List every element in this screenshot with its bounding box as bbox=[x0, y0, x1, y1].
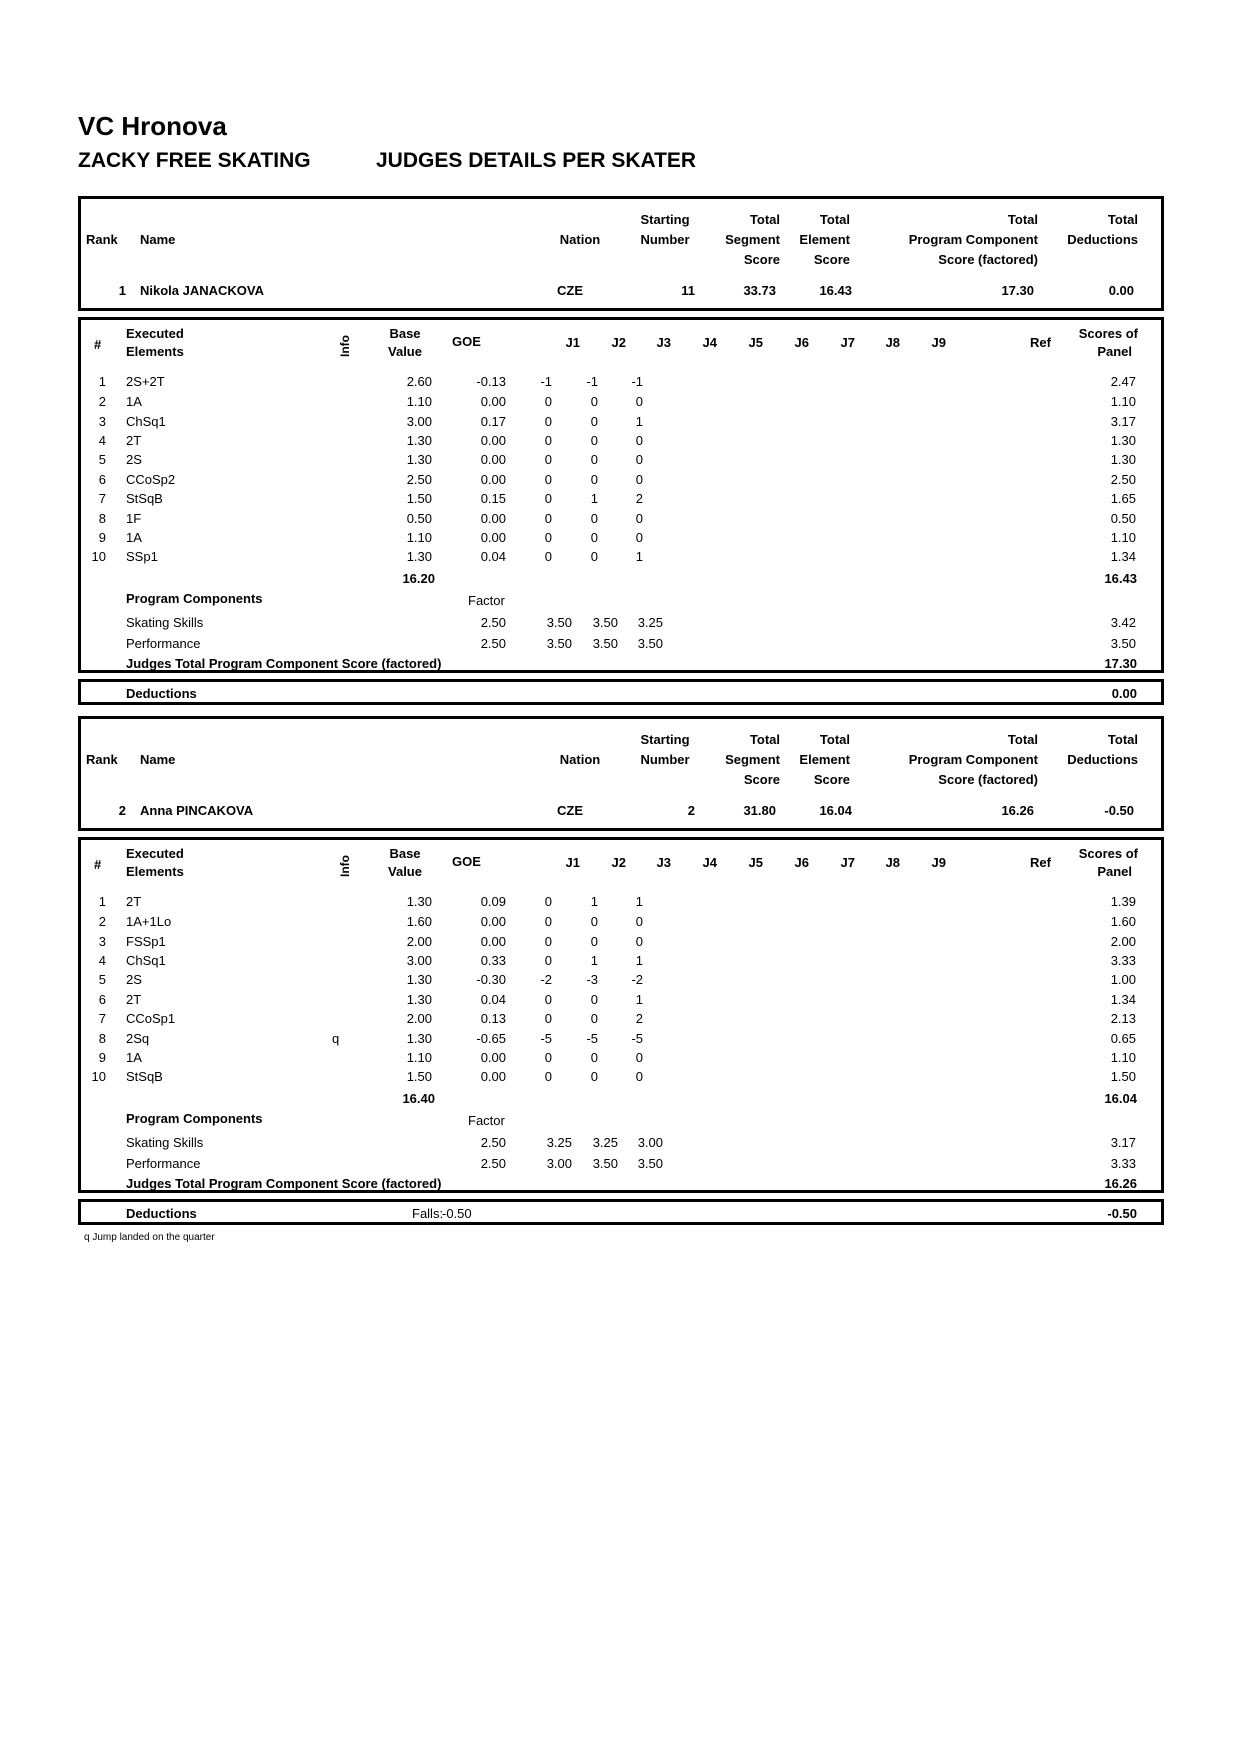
element-number: 9 bbox=[98, 530, 106, 545]
element-j3: -2 bbox=[631, 972, 643, 987]
col-j7-label: J7 bbox=[840, 855, 855, 870]
element-code: 2Sq bbox=[126, 1031, 150, 1046]
component-name: Performance bbox=[126, 1156, 201, 1171]
col-tes-label-2: Element bbox=[799, 752, 850, 767]
component-factor: 2.50 bbox=[480, 1156, 506, 1171]
element-j3: 0 bbox=[635, 433, 643, 448]
judges-total-label: Judges Total Program Component Score (factored) bbox=[126, 656, 442, 671]
component-panel-score: 3.50 bbox=[1110, 636, 1136, 651]
element-code: CCoSp2 bbox=[126, 472, 176, 487]
skater-start-number: 2 bbox=[687, 803, 695, 818]
element-j2: -3 bbox=[586, 972, 598, 987]
element-number: 1 bbox=[98, 374, 106, 389]
element-panel-score: 1.39 bbox=[1110, 894, 1136, 909]
element-base-value: 2.00 bbox=[406, 934, 432, 949]
col-tes-label-3: Score bbox=[813, 772, 850, 787]
factor-label: Factor bbox=[468, 1113, 505, 1128]
element-code: 2S bbox=[126, 452, 142, 467]
component-name: Skating Skills bbox=[126, 1135, 204, 1150]
element-j2: 0 bbox=[590, 549, 598, 564]
element-base-value: 1.10 bbox=[406, 1050, 432, 1065]
element-goe: 0.33 bbox=[480, 953, 506, 968]
element-base-value: 2.60 bbox=[406, 374, 432, 389]
element-j2: -5 bbox=[586, 1031, 598, 1046]
element-j2: 1 bbox=[590, 953, 598, 968]
skater-tes: 16.04 bbox=[819, 803, 852, 818]
col-rank-label: Rank bbox=[86, 752, 118, 767]
col-tes-label-3: Score bbox=[813, 252, 850, 267]
col-goe-label: GOE bbox=[452, 854, 481, 869]
element-j1: 0 bbox=[544, 394, 552, 409]
col-value-label: Value bbox=[388, 864, 422, 879]
element-base-value: 1.30 bbox=[406, 992, 432, 1007]
col-j9-label: J9 bbox=[931, 335, 946, 350]
element-base-value: 1.30 bbox=[406, 972, 432, 987]
element-j3: 1 bbox=[635, 414, 643, 429]
element-j1: 0 bbox=[544, 549, 552, 564]
element-j3: -1 bbox=[631, 374, 643, 389]
col-tss-label-2: Segment bbox=[725, 232, 780, 247]
col-executed-label: Executed bbox=[126, 846, 184, 861]
element-j2: 0 bbox=[590, 1050, 598, 1065]
element-number: 7 bbox=[98, 491, 106, 506]
report-title: JUDGES DETAILS PER SKATER bbox=[376, 149, 697, 172]
element-code: 1A+1Lo bbox=[126, 914, 172, 929]
element-base-value: 1.10 bbox=[406, 394, 432, 409]
col-tes-label-1: Total bbox=[819, 212, 850, 227]
col-j4-label: J4 bbox=[702, 855, 717, 870]
element-j1: 0 bbox=[544, 472, 552, 487]
element-code: ChSq1 bbox=[126, 953, 166, 968]
element-j3: 0 bbox=[635, 511, 643, 526]
col-nation-label: Nation bbox=[559, 232, 601, 247]
col-scores-label-2: Panel bbox=[1097, 344, 1132, 359]
element-number: 10 bbox=[91, 549, 106, 564]
element-panel-score: 3.33 bbox=[1110, 953, 1136, 968]
element-j3: 0 bbox=[635, 1069, 643, 1084]
element-goe: 0.09 bbox=[480, 894, 506, 909]
element-code: StSqB bbox=[126, 1069, 163, 1084]
col-ref-label: Ref bbox=[1030, 335, 1051, 350]
component-j2: 3.50 bbox=[592, 636, 618, 651]
element-panel-score: 1.34 bbox=[1110, 549, 1136, 564]
skater-tes: 16.43 bbox=[819, 283, 852, 298]
element-number: 1 bbox=[98, 894, 106, 909]
element-j3: 0 bbox=[635, 452, 643, 467]
element-number: 8 bbox=[98, 1031, 106, 1046]
element-base-value: 1.30 bbox=[406, 1031, 432, 1046]
element-j1: 0 bbox=[544, 511, 552, 526]
component-factor: 2.50 bbox=[480, 615, 506, 630]
base-value-total: 16.20 bbox=[402, 571, 435, 586]
col-j7-label: J7 bbox=[840, 335, 855, 350]
skater-tss: 31.80 bbox=[743, 803, 776, 818]
segment-title: ZACKY FREE SKATING bbox=[78, 149, 311, 172]
col-nation-label: Nation bbox=[559, 752, 601, 767]
factor-label: Factor bbox=[468, 593, 505, 608]
col-j3-label: J3 bbox=[656, 335, 671, 350]
component-panel-score: 3.17 bbox=[1110, 1135, 1136, 1150]
col-j3-label: J3 bbox=[656, 855, 671, 870]
element-goe: 0.15 bbox=[480, 491, 506, 506]
col-ded-label-2: Deductions bbox=[1067, 232, 1138, 247]
element-base-value: 1.30 bbox=[406, 549, 432, 564]
element-goe: 0.00 bbox=[480, 452, 506, 467]
col-ded-label-1: Total bbox=[1107, 212, 1138, 227]
element-j1: 0 bbox=[544, 1011, 552, 1026]
component-j2: 3.25 bbox=[592, 1135, 618, 1150]
element-number: 5 bbox=[98, 972, 106, 987]
deductions-label: Deductions bbox=[126, 1206, 197, 1221]
element-panel-score: 1.65 bbox=[1110, 491, 1136, 506]
component-j3: 3.50 bbox=[637, 636, 663, 651]
element-goe: 0.00 bbox=[480, 394, 506, 409]
element-goe: 0.00 bbox=[480, 511, 506, 526]
element-panel-score: 1.34 bbox=[1110, 992, 1136, 1007]
element-score-total: 16.43 bbox=[1104, 571, 1137, 586]
element-j1: 0 bbox=[544, 530, 552, 545]
component-j2: 3.50 bbox=[592, 615, 618, 630]
element-j3: 0 bbox=[635, 914, 643, 929]
element-number: 7 bbox=[98, 1011, 106, 1026]
col-base-label: Base bbox=[389, 326, 421, 341]
element-code: 2S bbox=[126, 972, 142, 987]
element-panel-score: 0.50 bbox=[1110, 511, 1136, 526]
element-number: 8 bbox=[98, 511, 106, 526]
col-tss-label-2: Segment bbox=[725, 752, 780, 767]
element-j2: 0 bbox=[590, 414, 598, 429]
col-j2-label: J2 bbox=[611, 855, 626, 870]
element-j2: 0 bbox=[590, 992, 598, 1007]
element-base-value: 1.10 bbox=[406, 530, 432, 545]
col-pcs-label-1: Total bbox=[1007, 212, 1038, 227]
col-name-label: Name bbox=[140, 232, 176, 247]
component-j2: 3.50 bbox=[592, 1156, 618, 1171]
skater-name: Nikola JANACKOVA bbox=[140, 283, 265, 298]
col-j8-label: J8 bbox=[885, 855, 900, 870]
element-base-value: 0.50 bbox=[406, 511, 432, 526]
skater-name: Anna PINCAKOVA bbox=[140, 803, 254, 818]
element-number: 3 bbox=[98, 934, 106, 949]
element-panel-score: 1.30 bbox=[1110, 433, 1136, 448]
skater-tss: 33.73 bbox=[743, 283, 776, 298]
element-number: 4 bbox=[98, 433, 106, 448]
component-j3: 3.00 bbox=[637, 1135, 663, 1150]
component-name: Performance bbox=[126, 636, 201, 651]
element-j2: 0 bbox=[590, 472, 598, 487]
col-pcs-label-1: Total bbox=[1007, 732, 1038, 747]
element-number: 2 bbox=[98, 914, 106, 929]
component-j1: 3.00 bbox=[546, 1156, 572, 1171]
element-j3: 0 bbox=[635, 394, 643, 409]
col-j6-label: J6 bbox=[794, 855, 809, 870]
col-info-label: Info bbox=[338, 335, 352, 357]
skater-rank: 1 bbox=[118, 283, 126, 298]
element-panel-score: 0.65 bbox=[1110, 1031, 1136, 1046]
element-j3: 0 bbox=[635, 530, 643, 545]
skater-nation: CZE bbox=[557, 803, 583, 818]
skater-deductions: 0.00 bbox=[1108, 283, 1134, 298]
element-base-value: 1.50 bbox=[406, 1069, 432, 1084]
element-goe: -0.13 bbox=[476, 374, 506, 389]
element-j3: 0 bbox=[635, 1050, 643, 1065]
col-value-label: Value bbox=[388, 344, 422, 359]
pcs-total: 16.26 bbox=[1104, 1176, 1137, 1191]
element-goe: 0.00 bbox=[480, 1050, 506, 1065]
col-rank-label: Rank bbox=[86, 232, 118, 247]
element-panel-score: 2.13 bbox=[1110, 1011, 1136, 1026]
col-j1-label: J1 bbox=[565, 335, 580, 350]
col-executed-label: Executed bbox=[126, 326, 184, 341]
element-code: FSSp1 bbox=[126, 934, 166, 949]
deductions-total: 0.00 bbox=[1111, 686, 1137, 701]
skater-nation: CZE bbox=[557, 283, 583, 298]
col-tes-label-1: Total bbox=[819, 732, 850, 747]
element-j1: 0 bbox=[544, 1050, 552, 1065]
component-factor: 2.50 bbox=[480, 636, 506, 651]
element-base-value: 2.50 bbox=[406, 472, 432, 487]
judges-total-label: Judges Total Program Component Score (factored) bbox=[126, 1176, 442, 1191]
col-pcs-label-3: Score (factored) bbox=[938, 252, 1038, 267]
element-number: 6 bbox=[98, 472, 106, 487]
element-base-value: 1.50 bbox=[406, 491, 432, 506]
skater-deductions: -0.50 bbox=[1104, 803, 1134, 818]
element-j3: -5 bbox=[631, 1031, 643, 1046]
col-tss-label-1: Total bbox=[749, 732, 780, 747]
col-elements-label: Elements bbox=[126, 864, 184, 879]
element-goe: 0.17 bbox=[480, 414, 506, 429]
element-j1: 0 bbox=[544, 491, 552, 506]
col-number-label: Number bbox=[640, 232, 690, 247]
element-j1: 0 bbox=[544, 914, 552, 929]
element-j2: 0 bbox=[590, 914, 598, 929]
element-j1: -5 bbox=[540, 1031, 552, 1046]
col-scores-label-1: Scores of bbox=[1078, 326, 1138, 341]
element-j1: -1 bbox=[540, 374, 552, 389]
element-panel-score: 1.00 bbox=[1110, 972, 1136, 987]
element-goe: 0.04 bbox=[480, 992, 506, 1007]
deductions-type: Falls: bbox=[412, 1206, 444, 1221]
col-j1-label: J1 bbox=[565, 855, 580, 870]
element-goe: 0.00 bbox=[480, 934, 506, 949]
col-tss-label-3: Score bbox=[743, 772, 780, 787]
deductions-box-2 bbox=[78, 1199, 1164, 1225]
element-number: 2 bbox=[98, 394, 106, 409]
element-goe: 0.00 bbox=[480, 914, 506, 929]
element-j1: 0 bbox=[544, 414, 552, 429]
element-j2: 0 bbox=[590, 1011, 598, 1026]
element-j2: 0 bbox=[590, 433, 598, 448]
col-tss-label-3: Score bbox=[743, 252, 780, 267]
col-goe-label: GOE bbox=[452, 334, 481, 349]
element-goe: 0.00 bbox=[480, 472, 506, 487]
element-goe: 0.13 bbox=[480, 1011, 506, 1026]
element-base-value: 3.00 bbox=[406, 414, 432, 429]
footnote: q Jump landed on the quarter bbox=[84, 1232, 215, 1243]
element-base-value: 3.00 bbox=[406, 953, 432, 968]
element-j1: 0 bbox=[544, 953, 552, 968]
element-code: SSp1 bbox=[126, 549, 158, 564]
col-ref-label: Ref bbox=[1030, 855, 1051, 870]
col-starting-label: Starting bbox=[640, 212, 690, 227]
col-info-label: Info bbox=[338, 855, 352, 877]
element-info: q bbox=[332, 1031, 340, 1046]
element-j3: 0 bbox=[635, 472, 643, 487]
element-goe: 0.00 bbox=[480, 433, 506, 448]
deductions-label: Deductions bbox=[126, 686, 197, 701]
col-tes-label-2: Element bbox=[799, 232, 850, 247]
element-code: 2T bbox=[126, 992, 142, 1007]
col-name-label: Name bbox=[140, 752, 176, 767]
col-j5-label: J5 bbox=[748, 335, 763, 350]
deductions-type-value: -0.50 bbox=[442, 1206, 472, 1221]
col-ded-label-2: Deductions bbox=[1067, 752, 1138, 767]
element-j2: -1 bbox=[586, 374, 598, 389]
skater-start-number: 11 bbox=[681, 283, 695, 298]
element-panel-score: 1.50 bbox=[1110, 1069, 1136, 1084]
element-code: StSqB bbox=[126, 491, 163, 506]
component-panel-score: 3.42 bbox=[1110, 615, 1136, 630]
col-starting-label: Starting bbox=[640, 732, 690, 747]
col-pcs-label-2: Program Component bbox=[908, 752, 1038, 767]
col-hash-label: # bbox=[94, 337, 102, 352]
element-j2: 1 bbox=[590, 491, 598, 506]
event-title: VC Hronova bbox=[78, 111, 227, 141]
element-number: 5 bbox=[98, 452, 106, 467]
element-code: 2S+2T bbox=[126, 374, 165, 389]
col-scores-label-1: Scores of bbox=[1078, 846, 1138, 861]
component-j1: 3.25 bbox=[546, 1135, 572, 1150]
element-j3: 0 bbox=[635, 934, 643, 949]
element-j3: 1 bbox=[635, 992, 643, 1007]
element-goe: -0.30 bbox=[476, 972, 506, 987]
col-j6-label: J6 bbox=[794, 335, 809, 350]
col-ded-label-1: Total bbox=[1107, 732, 1138, 747]
col-base-label: Base bbox=[389, 846, 421, 861]
col-j8-label: J8 bbox=[885, 335, 900, 350]
element-number: 10 bbox=[91, 1069, 106, 1084]
col-tss-label-1: Total bbox=[749, 212, 780, 227]
col-hash-label: # bbox=[94, 857, 102, 872]
element-number: 4 bbox=[98, 953, 106, 968]
element-code: 1A bbox=[126, 530, 142, 545]
element-code: CCoSp1 bbox=[126, 1011, 176, 1026]
base-value-total: 16.40 bbox=[402, 1091, 435, 1106]
element-base-value: 1.30 bbox=[406, 452, 432, 467]
col-number-label: Number bbox=[640, 752, 690, 767]
element-score-total: 16.04 bbox=[1104, 1091, 1137, 1106]
element-j2: 0 bbox=[590, 530, 598, 545]
element-code: 1A bbox=[126, 394, 142, 409]
component-j3: 3.50 bbox=[637, 1156, 663, 1171]
element-j1: 0 bbox=[544, 452, 552, 467]
col-j2-label: J2 bbox=[611, 335, 626, 350]
col-pcs-label-2: Program Component bbox=[908, 232, 1038, 247]
element-j3: 2 bbox=[635, 1011, 643, 1026]
element-base-value: 2.00 bbox=[406, 1011, 432, 1026]
element-goe: 0.00 bbox=[480, 1069, 506, 1084]
element-base-value: 1.30 bbox=[406, 433, 432, 448]
element-base-value: 1.60 bbox=[406, 914, 432, 929]
deductions-total: -0.50 bbox=[1107, 1206, 1137, 1221]
element-goe: -0.65 bbox=[476, 1031, 506, 1046]
col-scores-label-2: Panel bbox=[1097, 864, 1132, 879]
element-j2: 1 bbox=[590, 894, 598, 909]
element-number: 6 bbox=[98, 992, 106, 1007]
element-code: 2T bbox=[126, 433, 142, 448]
component-j1: 3.50 bbox=[546, 615, 572, 630]
element-panel-score: 2.47 bbox=[1110, 374, 1136, 389]
col-j9-label: J9 bbox=[931, 855, 946, 870]
element-j3: 2 bbox=[635, 491, 643, 506]
component-panel-score: 3.33 bbox=[1110, 1156, 1136, 1171]
col-j4-label: J4 bbox=[702, 335, 717, 350]
element-j1: 0 bbox=[544, 934, 552, 949]
component-j3: 3.25 bbox=[637, 615, 663, 630]
element-panel-score: 2.50 bbox=[1110, 472, 1136, 487]
element-j2: 0 bbox=[590, 511, 598, 526]
element-goe: 0.00 bbox=[480, 530, 506, 545]
skater-pcs: 16.26 bbox=[1001, 803, 1034, 818]
element-panel-score: 2.00 bbox=[1110, 934, 1136, 949]
element-code: 1F bbox=[126, 511, 142, 526]
component-factor: 2.50 bbox=[480, 1135, 506, 1150]
element-panel-score: 1.60 bbox=[1110, 914, 1136, 929]
col-j5-label: J5 bbox=[748, 855, 763, 870]
element-panel-score: 1.10 bbox=[1110, 1050, 1136, 1065]
element-j2: 0 bbox=[590, 934, 598, 949]
element-j1: 0 bbox=[544, 992, 552, 1007]
element-code: 2T bbox=[126, 894, 142, 909]
element-number: 3 bbox=[98, 414, 106, 429]
element-j2: 0 bbox=[590, 1069, 598, 1084]
element-j3: 1 bbox=[635, 549, 643, 564]
component-name: Skating Skills bbox=[126, 615, 204, 630]
element-j2: 0 bbox=[590, 452, 598, 467]
col-pcs-label-3: Score (factored) bbox=[938, 772, 1038, 787]
element-j2: 0 bbox=[590, 394, 598, 409]
element-number: 9 bbox=[98, 1050, 106, 1065]
element-panel-score: 1.30 bbox=[1110, 452, 1136, 467]
element-goe: 0.04 bbox=[480, 549, 506, 564]
col-elements-label: Elements bbox=[126, 344, 184, 359]
program-components-label: Program Components bbox=[126, 1111, 263, 1126]
deductions-box-1 bbox=[78, 679, 1164, 705]
element-panel-score: 1.10 bbox=[1110, 530, 1136, 545]
element-panel-score: 3.17 bbox=[1110, 414, 1136, 429]
element-j1: 0 bbox=[544, 894, 552, 909]
element-j1: -2 bbox=[540, 972, 552, 987]
element-j3: 1 bbox=[635, 953, 643, 968]
program-components-label: Program Components bbox=[126, 591, 263, 606]
component-j1: 3.50 bbox=[546, 636, 572, 651]
pcs-total: 17.30 bbox=[1104, 656, 1137, 671]
element-code: ChSq1 bbox=[126, 414, 166, 429]
skater-rank: 2 bbox=[118, 803, 126, 818]
element-j1: 0 bbox=[544, 433, 552, 448]
element-j1: 0 bbox=[544, 1069, 552, 1084]
element-base-value: 1.30 bbox=[406, 894, 432, 909]
skater-pcs: 17.30 bbox=[1001, 283, 1034, 298]
element-panel-score: 1.10 bbox=[1110, 394, 1136, 409]
element-code: 1A bbox=[126, 1050, 142, 1065]
element-j3: 1 bbox=[635, 894, 643, 909]
